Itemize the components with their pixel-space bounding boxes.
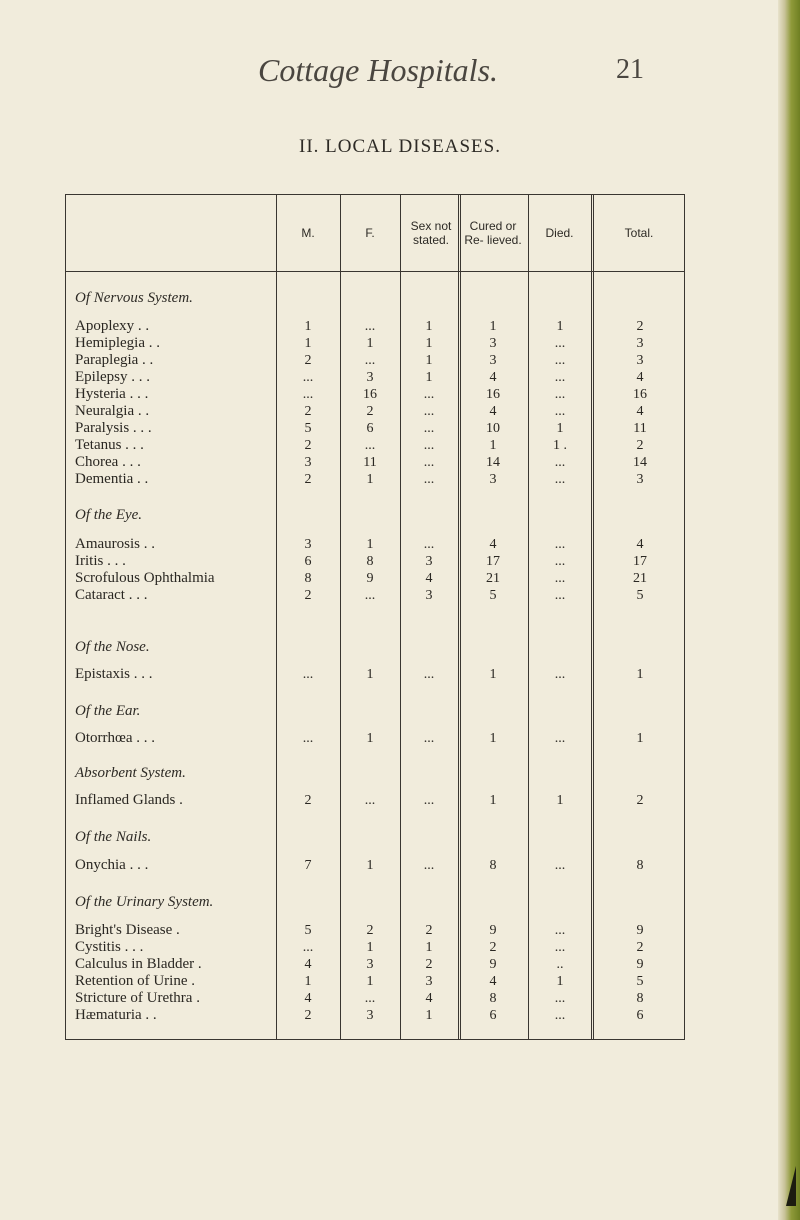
table-cell: ...	[554, 336, 566, 351]
row-label: Inflamed Glands .	[75, 792, 183, 808]
table-row	[66, 454, 684, 471]
row-label: Paraplegia . .	[75, 352, 154, 368]
table-cell: ...	[302, 731, 314, 746]
table-cell: ...	[554, 991, 566, 1006]
table-cell: 2	[366, 404, 374, 419]
table-cell: 9	[636, 923, 644, 938]
column-header-cured: Cured or Re- lieved.	[464, 219, 522, 247]
table-cell: 1	[636, 731, 644, 746]
table-cell: ...	[364, 319, 376, 334]
table-row	[66, 437, 684, 454]
table-cell: ...	[554, 1008, 566, 1023]
table-cell: 1	[366, 537, 374, 552]
table-row	[66, 420, 684, 437]
table-cell: 2	[425, 957, 433, 972]
table-cell: ...	[554, 940, 566, 955]
table-row	[66, 318, 684, 335]
table-cell: ...	[554, 387, 566, 402]
group-heading: Of the Nose.	[75, 639, 150, 655]
row-label: Iritis . . .	[75, 553, 126, 569]
table-cell: 7	[304, 858, 312, 873]
table-cell: 2	[636, 319, 644, 334]
row-label: Stricture of Urethra .	[75, 990, 200, 1006]
table-cell: 9	[489, 957, 497, 972]
row-label: Otorrhœa . . .	[75, 730, 155, 746]
table-row	[66, 471, 684, 488]
table-cell: 2	[489, 940, 497, 955]
table-cell: ...	[423, 537, 435, 552]
table-cell: 11	[363, 455, 377, 470]
table-row	[66, 857, 684, 874]
table-row	[66, 403, 684, 420]
table-cell: ...	[554, 731, 566, 746]
table-cell: ...	[423, 731, 435, 746]
table-cell: 3	[304, 537, 312, 552]
table-row	[66, 730, 684, 747]
table-cell: 1	[556, 421, 564, 436]
table-cell: ...	[554, 858, 566, 873]
table-cell: ...	[423, 455, 435, 470]
table-cell: ...	[554, 472, 566, 487]
column-header-died: Died.	[545, 226, 574, 240]
table-cell: ...	[554, 370, 566, 385]
table-cell: ...	[364, 438, 376, 453]
table-cell: 1	[489, 438, 497, 453]
row-label: Onychia . . .	[75, 857, 149, 873]
local-diseases-table	[65, 194, 685, 1040]
table-cell: ..	[556, 957, 564, 972]
row-label: Hysteria . . .	[75, 386, 149, 402]
table-cell: 4	[489, 370, 497, 385]
table-cell: 1	[425, 370, 433, 385]
table-cell: 3	[366, 1008, 374, 1023]
column-header-total: Total.	[624, 226, 654, 240]
row-label: Scrofulous Ophthalmia	[75, 570, 215, 586]
table-cell: 4	[425, 991, 433, 1006]
table-cell: 3	[425, 554, 433, 569]
group-heading: Of the Eye.	[75, 507, 143, 523]
table-cell: 5	[304, 923, 312, 938]
group-heading: Of the Urinary System.	[75, 894, 214, 910]
table-row	[66, 792, 684, 809]
row-label: Bright's Disease .	[75, 922, 180, 938]
table-row	[66, 956, 684, 973]
table-cell: 1	[556, 974, 564, 989]
table-cell: 5	[489, 588, 497, 603]
table-cell: ...	[554, 404, 566, 419]
table-cell: 8	[489, 858, 497, 873]
table-cell: 10	[486, 421, 500, 436]
table-cell: 1	[366, 667, 374, 682]
row-label: Epistaxis . . .	[75, 666, 153, 682]
table-cell: 4	[636, 404, 644, 419]
table-cell: ...	[364, 588, 376, 603]
table-cell: 16	[486, 387, 500, 402]
column-header-sex-not-stated: Sex not stated.	[410, 219, 452, 247]
row-label: Calculus in Bladder .	[75, 956, 202, 972]
table-cell: 4	[636, 537, 644, 552]
row-label: Neuralgia . .	[75, 403, 150, 419]
table-cell: ...	[302, 387, 314, 402]
table-cell: ...	[423, 438, 435, 453]
table-cell: 21	[633, 571, 647, 586]
row-label: Epilepsy . . .	[75, 369, 150, 385]
table-cell: 9	[366, 571, 374, 586]
table-cell: 1	[304, 319, 312, 334]
table-cell: 3	[489, 472, 497, 487]
row-label: Chorea . . .	[75, 454, 141, 470]
table-cell: ...	[423, 404, 435, 419]
table-row	[66, 335, 684, 352]
table-cell: ...	[554, 537, 566, 552]
running-head	[0, 52, 800, 96]
table-cell: 6	[304, 554, 312, 569]
table-cell: ...	[554, 353, 566, 368]
row-label: Cataract . . .	[75, 587, 148, 603]
table-cell: 1	[489, 731, 497, 746]
table-cell: 1	[489, 793, 497, 808]
table-cell: 3	[425, 974, 433, 989]
table-cell: 5	[304, 421, 312, 436]
table-cell: 2	[425, 923, 433, 938]
table-cell: 2	[304, 1008, 312, 1023]
table-cell: ...	[302, 667, 314, 682]
table-cell: ...	[554, 588, 566, 603]
table-cell: 1	[366, 858, 374, 873]
table-cell: ...	[554, 455, 566, 470]
table-cell: 3	[636, 353, 644, 368]
table-cell: 4	[425, 571, 433, 586]
table-cell: 2	[304, 404, 312, 419]
table-cell: ...	[302, 940, 314, 955]
table-cell: 3	[636, 336, 644, 351]
table-cell: ...	[364, 793, 376, 808]
table-cell: 4	[489, 404, 497, 419]
table-cell: 16	[633, 387, 647, 402]
table-cell: 2	[366, 923, 374, 938]
table-cell: 1	[489, 319, 497, 334]
table-cell: 3	[489, 353, 497, 368]
table-cell: 3	[425, 588, 433, 603]
row-label: Hemiplegia . .	[75, 335, 160, 351]
table-cell: 17	[633, 554, 647, 569]
row-label: Paralysis . . .	[75, 420, 152, 436]
table-cell: 2	[304, 472, 312, 487]
table-cell: 1	[366, 472, 374, 487]
table-cell: 2	[636, 793, 644, 808]
table-row	[66, 939, 684, 956]
table-row	[66, 553, 684, 570]
table-cell: 3	[366, 370, 374, 385]
table-cell: 1	[366, 731, 374, 746]
table-cell: 1	[366, 336, 374, 351]
table-cell: ...	[554, 571, 566, 586]
table-cell: 16	[363, 387, 377, 402]
table-cell: 14	[633, 455, 647, 470]
table-row	[66, 1007, 684, 1024]
table-cell: 1	[425, 336, 433, 351]
row-label: Apoplexy . .	[75, 318, 150, 334]
table-cell: 2	[304, 588, 312, 603]
table-cell: 6	[366, 421, 374, 436]
header-rule	[66, 271, 684, 272]
table-cell: ...	[364, 353, 376, 368]
table-cell: 1	[304, 336, 312, 351]
row-label: Tetanus . . .	[75, 437, 144, 453]
table-cell: ...	[423, 387, 435, 402]
table-cell: 1	[556, 793, 564, 808]
table-cell: 1	[489, 667, 497, 682]
row-label: Hæmaturia . .	[75, 1007, 157, 1023]
table-row	[66, 536, 684, 553]
table-cell: 8	[489, 991, 497, 1006]
row-label: Cystitis . . .	[75, 939, 144, 955]
table-cell: ...	[302, 370, 314, 385]
table-row	[66, 973, 684, 990]
table-cell: 4	[489, 974, 497, 989]
corner-mark	[786, 1166, 796, 1206]
row-label: Amaurosis . .	[75, 536, 155, 552]
table-cell: 1	[366, 940, 374, 955]
table-cell: 6	[489, 1008, 497, 1023]
table-row	[66, 666, 684, 683]
table-cell: 2	[304, 793, 312, 808]
table-cell: ...	[423, 472, 435, 487]
table-cell: ...	[423, 421, 435, 436]
running-title: Cottage Hospitals.	[258, 52, 499, 88]
table-cell: 4	[304, 991, 312, 1006]
page-edge-shadow	[778, 0, 800, 1220]
table-cell: 1	[425, 940, 433, 955]
table-cell: 1	[425, 353, 433, 368]
group-heading: Of the Ear.	[75, 703, 141, 719]
table-cell: 1	[304, 974, 312, 989]
table-cell: 1	[425, 319, 433, 334]
group-heading: Of Nervous System.	[75, 290, 193, 306]
column-header-male: M.	[301, 226, 315, 240]
table-row	[66, 352, 684, 369]
table-cell: 1	[636, 667, 644, 682]
table-cell: 3	[366, 957, 374, 972]
table-cell: 8	[636, 991, 644, 1006]
table-cell: 2	[304, 353, 312, 368]
table-cell: 9	[636, 957, 644, 972]
table-cell: 1 .	[553, 438, 567, 453]
table-cell: 4	[636, 370, 644, 385]
table-cell: 11	[633, 421, 647, 436]
column-header-female: F.	[365, 226, 375, 240]
table-cell: 17	[486, 554, 500, 569]
group-heading: Absorbent System.	[75, 765, 186, 781]
table-row	[66, 922, 684, 939]
table-cell: 9	[489, 923, 497, 938]
table-cell: 2	[636, 438, 644, 453]
table-cell: 5	[636, 974, 644, 989]
page-number: 21	[616, 54, 644, 85]
table-cell: 8	[304, 571, 312, 586]
table-cell: 1	[556, 319, 564, 334]
table-row	[66, 587, 684, 604]
table-cell: 1	[425, 1008, 433, 1023]
table-cell: 4	[489, 537, 497, 552]
section-title: II. LOCAL DISEASES.	[299, 136, 501, 157]
table-cell: ...	[554, 923, 566, 938]
table-cell: 3	[489, 336, 497, 351]
table-cell: 8	[636, 858, 644, 873]
table-cell: ...	[554, 667, 566, 682]
table-cell: ...	[554, 554, 566, 569]
row-label: Dementia . .	[75, 471, 149, 487]
table-cell: 8	[366, 554, 374, 569]
table-cell: 14	[486, 455, 500, 470]
table-cell: 1	[366, 974, 374, 989]
table-row	[66, 386, 684, 403]
table-cell: 21	[486, 571, 500, 586]
table-cell: ...	[364, 991, 376, 1006]
table-cell: 3	[304, 455, 312, 470]
row-label: Retention of Urine .	[75, 973, 195, 989]
group-heading: Of the Nails.	[75, 829, 152, 845]
table-cell: 2	[636, 940, 644, 955]
table-row	[66, 990, 684, 1007]
table-cell: ...	[423, 858, 435, 873]
table-row	[66, 369, 684, 386]
table-cell: 6	[636, 1008, 644, 1023]
table-cell: 3	[636, 472, 644, 487]
table-cell: ...	[423, 793, 435, 808]
table-cell: ...	[423, 667, 435, 682]
table-cell: 4	[304, 957, 312, 972]
table-cell: 2	[304, 438, 312, 453]
table-row	[66, 570, 684, 587]
table-cell: 5	[636, 588, 644, 603]
